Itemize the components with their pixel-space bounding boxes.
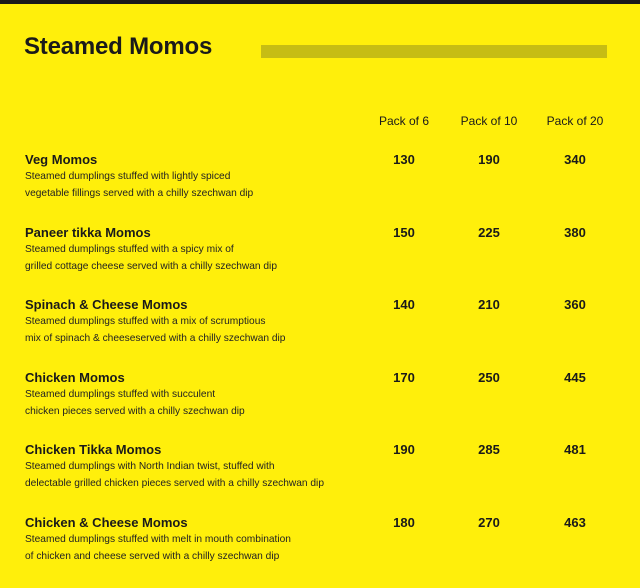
price-pack-20: 380	[564, 225, 586, 240]
item-description-line: of chicken and cheese served with a chilly szechwan dip	[25, 551, 280, 562]
column-header-pack-10: Pack of 10	[460, 114, 518, 128]
item-name: Chicken Momos	[25, 370, 125, 385]
title-decorative-bar	[261, 45, 607, 58]
item-description-line: Steamed dumplings stuffed with a mix of scrumptious	[25, 316, 266, 327]
price-pack-20: 463	[564, 515, 586, 530]
item-description-line: mix of spinach & cheeseserved with a chilly szechwan dip	[25, 333, 286, 344]
item-name: Chicken & Cheese Momos	[25, 515, 188, 530]
price-pack-6: 170	[393, 370, 415, 385]
menu-item-paneer-tikka-momos	[25, 225, 277, 275]
item-description-line: Steamed dumplings with North Indian twist, stuffed with	[25, 461, 275, 472]
price-pack-6: 140	[393, 297, 415, 312]
price-pack-6: 190	[393, 442, 415, 457]
item-description-line: Steamed dumplings stuffed with succulent	[25, 389, 216, 400]
menu-item-veg-momos	[25, 152, 253, 202]
item-description-line: Steamed dumplings stuffed with lightly spiced	[25, 171, 231, 182]
price-pack-6: 150	[393, 225, 415, 240]
price-pack-20: 340	[564, 152, 586, 167]
price-pack-10: 225	[478, 225, 500, 240]
item-description-line: vegetable fillings served with a chilly szechwan dip	[25, 188, 254, 199]
price-pack-6: 180	[393, 515, 415, 530]
item-description-line: grilled cottage cheese served with a chilly szechwan dip	[25, 261, 277, 272]
item-name: Spinach & Cheese Momos	[25, 297, 188, 312]
price-pack-20: 481	[564, 442, 586, 457]
item-name: Chicken Tikka Momos	[25, 442, 162, 457]
column-header-pack-6: Pack of 6	[378, 114, 430, 128]
item-description-line: delectable grilled chicken pieces served with a chilly szechwan dip	[25, 478, 324, 489]
price-pack-10: 285	[478, 442, 500, 457]
price-pack-10: 210	[478, 297, 500, 312]
menu-item-chicken-tikka-momos	[25, 442, 324, 492]
item-description-line: chicken pieces served with a chilly szechwan dip	[25, 406, 245, 417]
item-description-line: Steamed dumplings stuffed with a spicy mix of	[25, 244, 234, 255]
item-name: Veg Momos	[25, 152, 98, 167]
price-pack-20: 445	[564, 370, 586, 385]
price-pack-20: 360	[564, 297, 586, 312]
price-pack-10: 190	[478, 152, 500, 167]
price-pack-10: 250	[478, 370, 500, 385]
menu-item-chicken-momos	[25, 370, 245, 420]
menu-item-spinach-cheese-momos	[25, 297, 285, 347]
price-pack-6: 130	[393, 152, 415, 167]
section-title: Steamed Momos	[24, 33, 213, 60]
item-description-line: Steamed dumplings stuffed with melt in mouth combination	[25, 534, 291, 545]
menu-item-chicken-cheese-momos	[25, 515, 291, 565]
column-header-pack-20: Pack of 20	[546, 114, 604, 128]
item-name: Paneer tikka Momos	[25, 225, 151, 240]
price-pack-10: 270	[478, 515, 500, 530]
